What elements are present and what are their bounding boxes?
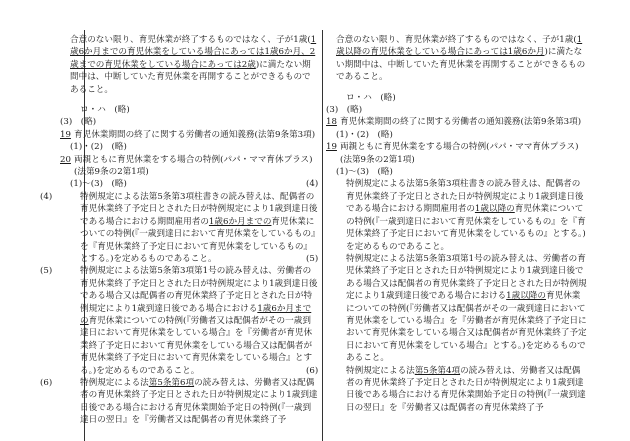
- left-item-4: (4) 特例規定による法第5条第3項柱書きの読み替えは、配偶者の育児休業終了予定日とされた日が特例規定により1歳到達日後である場合における期間雇用者の1歳6か月までの育児休業についての特例(『一歳到達日において育児休業をしているもの』を『育児休業終了予定日において育児休業をしているもの』とする。)を定めるものであること。: [40, 191, 318, 264]
- center-column-rule: [322, 30, 323, 441]
- left-underlined-amendment: 1歳6か月までの育児休業をしている場合にあっては1歳6か月、2歳までの育児休業をしている場合にあっては2歳: [70, 35, 317, 70]
- right-section-19-sub: (1)～(3) (略): [336, 167, 393, 178]
- right-section-18-sub: (1)・(2) (略): [336, 129, 393, 140]
- left-paragraph-intro: 合意のない限り、育児休業が終了するものではなく、子が1歳(1歳6か月までの育児休業をしている場合にあっては1歳6か月、2歳までの育児休業をしている場合にあっては2歳)に満たない期間中は、中断していた育児休業を再開することができるものであること。: [70, 35, 317, 95]
- left-item-3: (3) (略): [60, 117, 97, 128]
- left-section-20-sub: (1)～(3) (略): [70, 179, 127, 190]
- right-item-4: (4) 特例規定による法第5条第3項柱書きの読み替えは、配偶者の育児休業終了予定日とされた日が特例規定により1歳到達日後である場合における期間雇用者の1歳以降の育児休業についての特例(『一歳到達日において育児休業をしているもの』を『育児休業終了予定日において育児休業をしているもの』とする。)を定めるものであること。: [306, 179, 586, 252]
- left-section-20-heading: 20 両親ともに育児休業をする場合の特例(パパ・ママ育休プラス)(法第9条の2第1項): [60, 154, 313, 178]
- right-section-18-heading: 18 育児休業期間の終了に関する労働者の通知義務(法第9条第3項): [326, 117, 582, 128]
- right-item-3: (3) (略): [326, 105, 363, 116]
- right-roha: ロ・ハ (略): [346, 92, 396, 103]
- right-column: [306, 34, 588, 441]
- left-item-6: (6) 特例規定による法第5条第6項の読み替えは、労働者又は配偶者の育児休業終了予定日とされた日が特例規定により1歳到達日後である場合における育児休業開始予定日の特例(『一歳到達日の翌日』を『労働者又は配偶者の育児休業終了予: [40, 377, 318, 426]
- right-section-19-heading: 19 両親ともに育児休業をする場合の特例(パパ・ママ育休プラス)(法第9条の2第1項): [326, 142, 579, 165]
- left-item-5: (5) 特例規定による法第5条第3項第1号の読み替えは、労働者の育児休業終了予定日とされた日が特例規定により1歳到達日後である場合又は配偶者の育児休業終了予定日とされた日が特例規定により1歳到達日後である場合における1歳6か月までの育児休業についての特例(『労働者又は配偶者がその一歳到達日において育児休業をしている場合』を『労働者が育児休業終了予定日において育児休業をしている場合又は配偶者が育児休業終了予定日において育児休業をしている場合』とする。)を定めるものであること。: [40, 266, 318, 376]
- right-item-6: (6) 特例規定による法第5条第4項の読み替えは、労働者又は配偶者の育児休業終了予定日とされた日が特例規定により1歳到達日後である場合における育児休業開始予定日の特例(『一歳到達日の翌日』を『労働者又は配偶者の育児休業終了予: [306, 365, 586, 413]
- left-roha: ロ・ハ (略): [80, 105, 130, 116]
- left-column: [40, 34, 318, 441]
- left-section-19-heading: 19 育児休業期間の終了に関する労働者の通知義務(法第9条第3項): [60, 129, 316, 140]
- right-underlined-amendment: 1歳以降の育児休業をしている場合にあっては1歳6か月: [336, 35, 583, 58]
- right-item-5: (5) 特例規定による法第5条第3項第1号の読み替えは、労働者の育児休業終了予定日とされた日が特例規定により1歳到達日後である場合又は配偶者の育児休業終了予定日とされた日が特例規定により1歳到達日後である場合における1歳以降の育児休業についての特例(『労働者又は配偶者がその一歳到達日において育児休業をしている場合』を『労働者が育児休業終了予定日において育児休業をしている場合又は配偶者が育児休業終了予定日において育児休業をしている場合』とする。)を定めるものであること。: [306, 253, 587, 364]
- left-section-19-sub: (1)・(2) (略): [70, 142, 127, 153]
- right-paragraph-intro: 合意のない限り、育児休業が終了するものではなく、子が1歳(1歳以降の育児休業をしている場合にあっては1歳6か月)に満たない期間中は、中断していた育児休業を再開することができるものであること。: [336, 35, 586, 83]
